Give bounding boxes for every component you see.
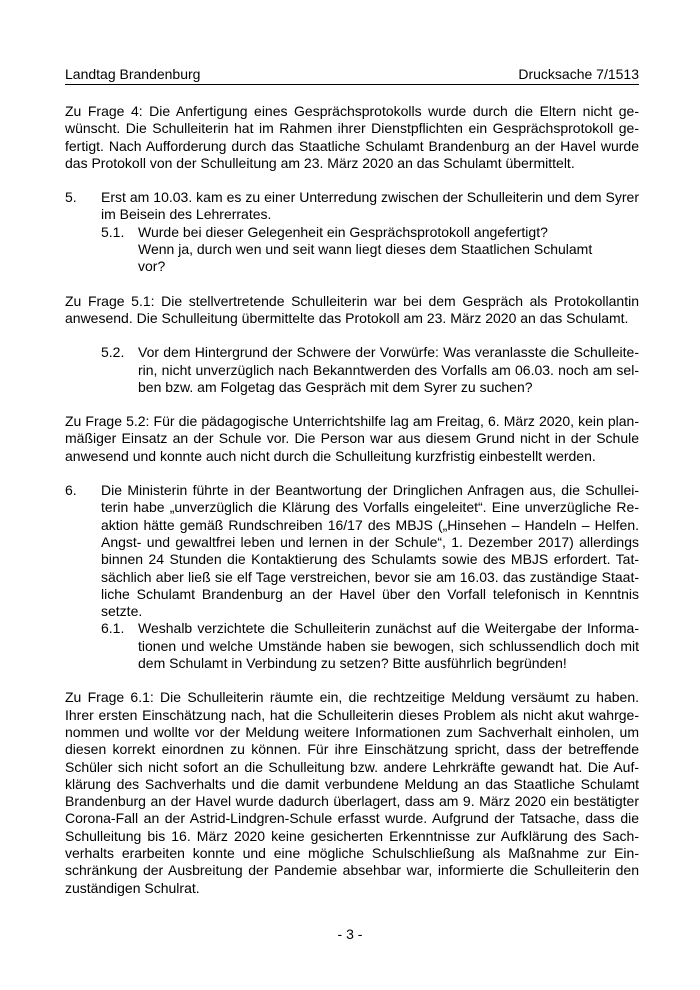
question-number: 5.: [65, 189, 77, 206]
text-line: klärung des Sachverhalts und die damit verbundene Meldung an das Staatliche Schulamt: [65, 775, 639, 792]
text-line: rin, nicht unverzüglich nach Bekanntwerden des Vorfalls am 06.03. noch am sel-: [138, 361, 639, 378]
text-line: binnen 24 Stunden die Kontaktierung des Schulamts sowie des MBJS erfordert. Tat-: [101, 551, 639, 568]
text-line: Wurde bei dieser Gelegenheit ein Gesprächsprotokoll angefertigt?: [138, 223, 548, 240]
text-line: Vor dem Hintergrund der Schwere der Vorwürfe: Was veranlasste die Schulleite-: [138, 344, 639, 361]
text-line: anwesend. Die Schulleitung übermittelte das Protokoll am 23. März 2020 an das Schulamt.: [65, 309, 629, 326]
answer-6-1: [65, 689, 639, 897]
text-line: Wenn ja, durch wen und seit wann liegt dieses dem Staatlichen Schulamt: [138, 241, 593, 258]
question-6: [65, 482, 639, 620]
text-line: Schulleitung bis 16. März 2020 keine gesicherten Erkenntnisse zur Aufklärung des Sach-: [65, 827, 639, 844]
text-line: tionen und welche Umstände haben sie bewogen, sich schlussendlich doch mit: [138, 637, 639, 654]
text-line: Zu Frage 5.2: Für die pädagogische Unterrichtshilfe lag am Freitag, 6. März 2020, kein plan-: [65, 413, 639, 430]
text-line: Corona-Fall an der Astrid-Lindgren-Schule erfasst wurde. Aufgrund der Tatsache, dass die: [65, 810, 639, 827]
answer-5-2: [65, 413, 639, 465]
document-body: [65, 103, 639, 897]
text-line: Ihrer ersten Einschätzung nach, hat die Schulleiterin dieses Problem als nicht akut wahrge-: [65, 706, 639, 723]
question-text: [138, 344, 639, 396]
question-number: 5.2.: [101, 344, 125, 361]
text-line: Die Ministerin führte in der Beantwortung der Dringlichen Anfragen aus, die Schullei-: [101, 482, 639, 499]
question-5-1: [101, 224, 639, 276]
text-line: wünscht. Die Schulleiterin hat im Rahmen ihrer Dienstpflichten ein Gesprächsprotokoll ge-: [65, 120, 639, 137]
text-line: schränkung der Ausbreitung der Pandemie absehbar war, informierte die Schulleiterin den: [65, 862, 639, 879]
text-line: Brandenburg an der Havel wurde dadurch überlagert, dass am 9. März 2020 ein bestätigter: [65, 793, 639, 810]
text-line: zuständigen Schulrat.: [65, 879, 200, 896]
text-line: aktion hätte gemäß Rundschreiben 16/17 des MBJS („Hinsehen – Handeln – Helfen.: [101, 516, 639, 533]
text-line: liche Schulamt Brandenburg an der Havel über den Vorfall telefonisch in Kenntnis: [101, 585, 639, 602]
text-line: Zu Frage 6.1: Die Schulleiterin räumte ein, die rechtzeitige Meldung versäumt zu haben.: [65, 689, 639, 706]
question-number: 6.: [65, 482, 77, 499]
text-line: Weshalb verzichtete die Schulleiterin zunächst auf die Weitergabe der Informa-: [138, 620, 639, 637]
question-number: 6.1.: [101, 620, 125, 637]
answer-4: [65, 103, 639, 172]
question-6-1: [101, 620, 639, 672]
text-line: fertigt. Nach Aufforderung durch das Staatliche Schulamt Brandenburg an der Havel wurde: [65, 137, 639, 154]
question-5: [65, 189, 639, 224]
question-number: 5.1.: [101, 223, 125, 240]
text-line: setzte.: [101, 603, 143, 620]
text-line: Angst- und gewaltfrei leben und lernen in der Schule“, 1. Dezember 2017) allerdings: [101, 533, 639, 550]
text-line: diesen korrekt einordnen zu können. Für ihre Einschätzung spricht, dass der betreffende: [65, 741, 639, 758]
text-line: mäßiger Einsatz an der Schule vor. Die Person war aus diesem Grund nicht in der Schule: [65, 430, 639, 447]
text-line: verhalts erarbeiten konnte und eine mögliche Schulschließung als Maßnahme zur Ein-: [65, 844, 639, 861]
text-line: das Protokoll von der Schulleitung am 23. März 2020 an das Schulamt übermittelt.: [65, 154, 575, 171]
page-header: [65, 66, 639, 85]
text-line: terin habe „unverzüglich die Klärung des Vorfalls eingeleitet“. Eine unverzügliche Re-: [101, 499, 639, 516]
text-line: dem Schulamt in Verbindung zu setzen? Bitte ausführlich begründen!: [138, 655, 567, 672]
text-line: Zu Frage 5.1: Die stellvertretende Schulleiterin war bei dem Gespräch als Protokollantin: [65, 292, 639, 309]
page-number: - 3 -: [337, 926, 363, 942]
text-line: ben bzw. am Folgetag das Gespräch mit dem Syrer zu suchen?: [138, 378, 533, 395]
text-line: sächlich aber ließ sie elf Tage verstreichen, bevor sie am 16.03. das zuständige Staat-: [101, 568, 639, 585]
question-text: [138, 620, 639, 672]
question-text: [101, 482, 639, 620]
text-line: Schüler sich nicht sofort an die Schulleitung bzw. andere Lehrkräfte gewandt hat. Die Auf-: [65, 758, 639, 775]
question-text: [101, 189, 639, 224]
text-line: im Beisein des Lehrerrates.: [101, 206, 272, 223]
header-document-number: Drucksache 7/1513: [518, 66, 639, 82]
header-institution: Landtag Brandenburg: [65, 66, 201, 82]
question-text: [138, 224, 639, 276]
answer-5-1: [65, 293, 639, 328]
text-line: nommen und wollte vor der Meldung weitere Informationen zum Sachverhalt einholen, um: [65, 723, 639, 740]
text-line: Zu Frage 4: Die Anfertigung eines Gesprächsprotokolls wurde durch die Eltern nicht ge-: [65, 103, 639, 119]
question-5-2: [101, 344, 639, 396]
text-line: Erst am 10.03. kam es zu einer Unterredung zwischen der Schulleiterin und dem Syrer: [101, 189, 639, 206]
text-line: anwesend und konnte auch nicht durch die Schulleitung kurzfristig einbestellt werden.: [65, 447, 596, 464]
text-line: vor?: [138, 258, 166, 275]
